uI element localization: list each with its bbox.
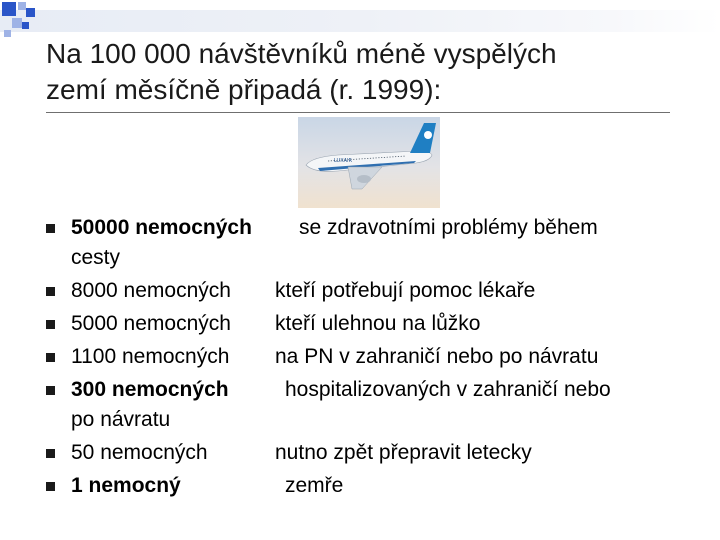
list-item (46, 471, 686, 501)
square-bullet-icon (46, 320, 55, 329)
item-count: 50000 nemocných (71, 216, 252, 239)
item-text: nutno zpět přepravit letecky (275, 441, 532, 464)
item-text-continued: po návratu (71, 408, 171, 431)
list-item (46, 276, 686, 306)
title-divider (46, 112, 670, 113)
item-count: 8000 nemocných (71, 279, 231, 302)
statistics-list (46, 213, 686, 504)
item-text: na PN v zahraničí nebo po návratu (275, 345, 599, 368)
item-count: 50 nemocných (71, 441, 208, 464)
list-item (46, 213, 686, 273)
item-count: 300 nemocných (71, 378, 229, 401)
item-text: se zdravotními problémy během (299, 216, 598, 239)
list-item (46, 438, 686, 468)
square-bullet-icon (46, 287, 55, 296)
item-count: 1100 nemocných (71, 345, 230, 368)
item-text: kteří ulehnou na lůžko (275, 312, 481, 335)
header-band (0, 10, 720, 32)
airline-logo-text: LUXAIR (334, 158, 352, 164)
item-count: 1 nemocný (71, 474, 181, 497)
title-line-1: Na 100 000 návštěvníků méně vyspělých (46, 38, 557, 69)
item-text: zemře (285, 474, 344, 497)
airplane-photo (298, 117, 440, 208)
square-bullet-icon (46, 224, 55, 233)
list-item (46, 375, 686, 435)
list-item (46, 342, 686, 372)
item-count: 5000 nemocných (71, 312, 231, 335)
list-item (46, 309, 686, 339)
square-bullet-icon (46, 386, 55, 395)
square-bullet-icon (46, 482, 55, 491)
item-text: kteří potřebují pomoc lékaře (275, 279, 536, 302)
item-text-continued: cesty (71, 246, 121, 269)
square-bullet-icon (46, 353, 55, 362)
item-text: hospitalizovaných v zahraničí nebo (285, 378, 611, 401)
title-line-2: zemí měsíčně připadá (r. 1999): (46, 74, 442, 105)
square-bullet-icon (46, 449, 55, 458)
slide-title (46, 36, 686, 108)
